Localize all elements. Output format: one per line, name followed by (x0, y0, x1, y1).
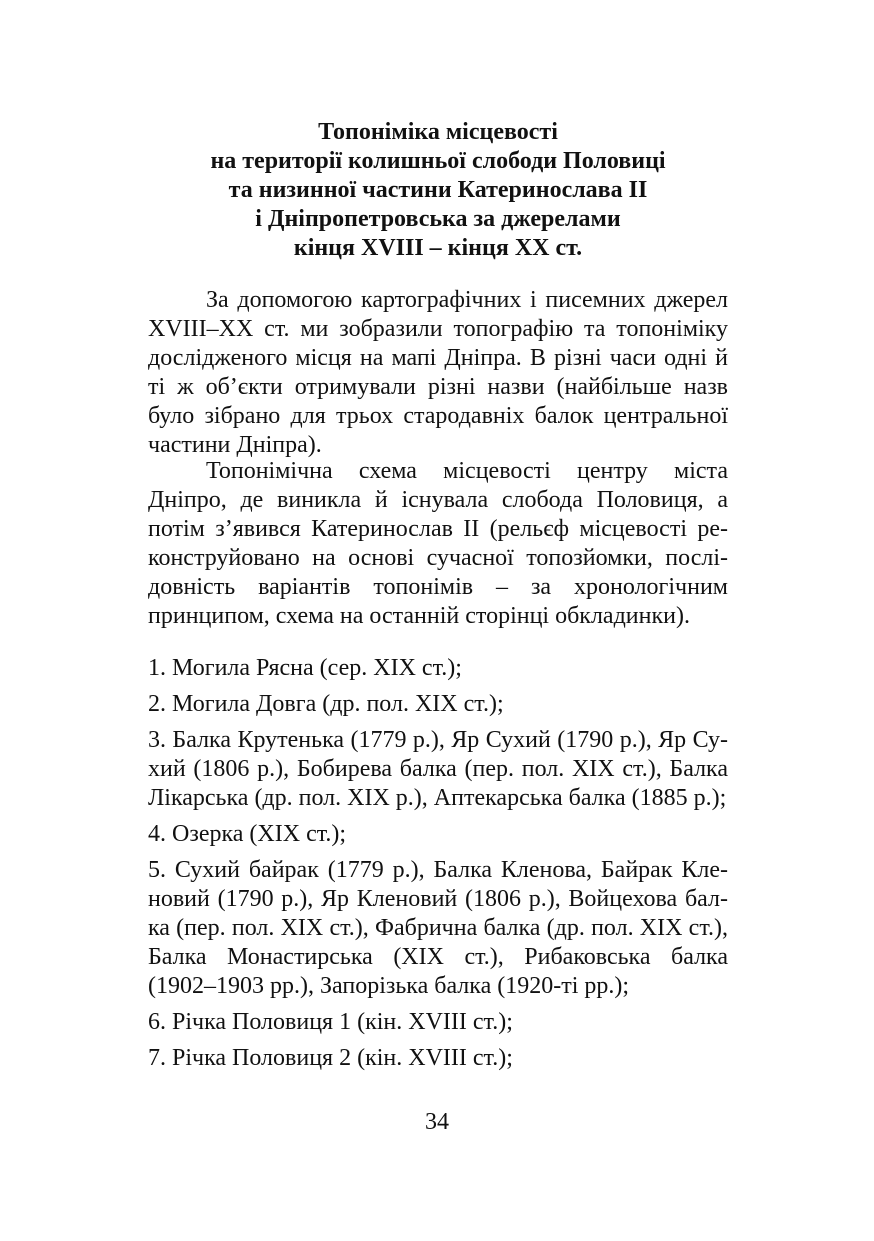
title-line-3: та низинної частини Катеринослава ІІ (228, 177, 648, 203)
list-item: 1. Могила Рясна (сер. ХІХ ст.); (148, 655, 462, 681)
paragraph-scheme: Топонімічна схема місцевості центру міста Дніпро, де виникла й існувала слобода Половиця, а потім з’явився Катеринослав ІІ (рельєф місцевості реконструйовано на основі сучасної топозйомки, послідовність варіантів топонімів – за хронологічним принципом, схема на останній сторінці обкладинки). (148, 458, 728, 629)
paragraph-sources: За допомогою картографічних і писемних джерел XVIII–XX ст. ми зобразили топографію та топоніміку дослідженого місця на мапі Дніпра. В різні часи одні й ті ж об’єкти отримували різні назви (найбільше назв було зібрано для трьох стародавніх балок центральної частини Дніпра). (148, 287, 728, 458)
list-item: 3. Балка Крутенька (1779 р.), Яр Сухий (1790 р.), Яр Сухий (1806 р.), Бобирева балка (пер. пол. ХІХ ст.), Балка Лікарська (др. пол. ХІХ р.), Аптекарська балка (1885 р.); (148, 727, 728, 811)
title-line-1: Топоніміка місцевості (318, 119, 558, 145)
section-title (148, 118, 728, 263)
page-number: 34 (425, 1109, 449, 1135)
list-item: 7. Річка Половиця 2 (кін. ХVІІІ ст.); (148, 1045, 513, 1071)
list-item: 5. Сухий байрак (1779 р.), Балка Кленова, Байрак Кленовий (1790 р.), Яр Кленовий (1806 р.), Войцехова балка (пер. пол. ХІХ ст.), Фабрична балка (др. пол. ХІХ ст.), Балка Монастирська (ХІХ ст.), Рибаковська балка (1902–1903 рр.), Запорізька балка (1920-ті рр.); (148, 857, 728, 999)
list-item: 6. Річка Половиця 1 (кін. ХVІІІ ст.); (148, 1009, 513, 1035)
title-line-5: кінця ХVІІІ – кінця ХХ ст. (293, 235, 583, 261)
title-line-4: і Дніпропетровська за джерелами (255, 206, 621, 232)
list-item: 2. Могила Довга (др. пол. ХІХ ст.); (148, 691, 504, 717)
list-item: 4. Озерка (ХІХ ст.); (148, 821, 347, 847)
toponym-list (148, 654, 728, 1080)
title-line-2: на території колишньої слободи Половиці (210, 148, 666, 174)
